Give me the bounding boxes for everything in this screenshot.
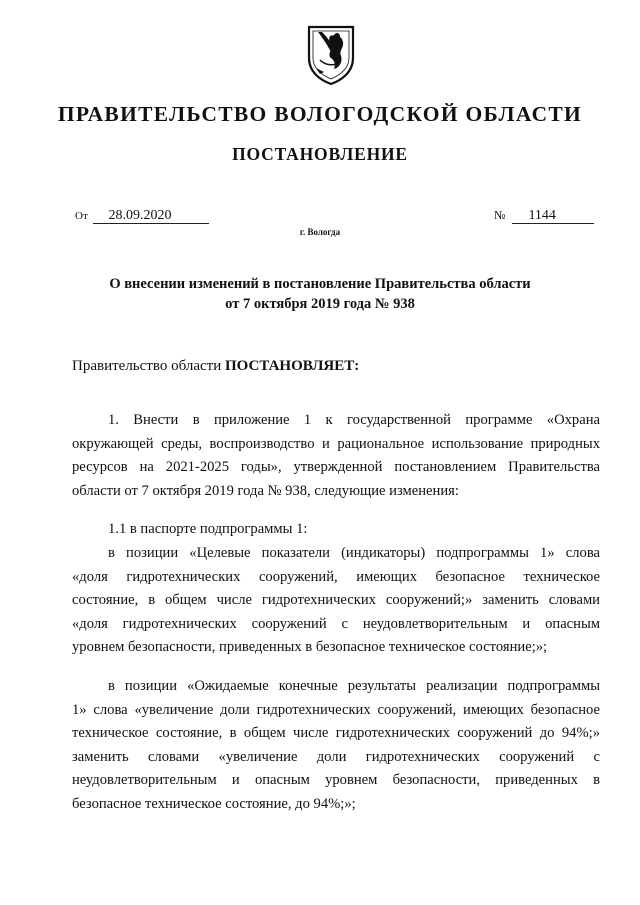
text-line: 1. Внести в приложение 1 к государственной программе «Охрана (108, 412, 600, 428)
text-line: безопасное техническое состояние, до 94%;»; (72, 795, 356, 812)
text-line: 1» слова «увеличение доли гидротехнических сооружений, имеющих безопасное (72, 701, 600, 718)
text-line: 1.1 в паспорте подпрограммы 1: (108, 521, 308, 537)
organization-title: ПРАВИТЕЛЬСТВО ВОЛОГОДСКОЙ ОБЛАСТИ (57, 102, 583, 126)
number-prefix: № (494, 208, 506, 222)
paragraph-4 (72, 675, 600, 817)
text-line: уровнем безопасности, приведенных в безопасное техническое состояние;»; (72, 639, 548, 656)
number-value: 1144 (512, 208, 594, 224)
paragraph-1 (72, 409, 600, 503)
text-line: «доля гидротехнических сооружений, имеющих безопасное техническое (72, 568, 600, 585)
text-line: «доля гидротехнических сооружений с неудовлетворительным и опасным (72, 615, 600, 632)
preamble-text: Правительство области (72, 358, 222, 374)
document-subject (0, 274, 640, 314)
subject-line: от 7 октября 2019 года № 938 (225, 296, 415, 312)
document-date (75, 208, 209, 224)
text-line: области от 7 октября 2019 года № 938, следующие изменения: (72, 482, 459, 499)
text-line: состояние, в общем числе гидротехнических сооружений;» заменить словами (72, 592, 600, 609)
preamble (72, 358, 359, 375)
date-prefix: От (75, 210, 88, 222)
text-line: неудовлетворительным и опасным уровнем безопасности, приведенных в (72, 772, 600, 789)
text-line: заменить словами «увеличение доли гидротехнических сооружений с (72, 748, 600, 765)
text-line: окружающей среды, воспроизводство и рациональное использование природных (72, 435, 600, 452)
text-line: в позиции «Целевые показатели (индикаторы) подпрограммы 1» слова (108, 545, 600, 561)
city: г. Вологда (299, 227, 341, 237)
text-line: ресурсов на 2021-2025 годы», утвержденной постановлением Правительства (72, 459, 600, 476)
preamble-emphasis: ПОСТАНОВЛЯЕТ: (224, 358, 360, 374)
coat-of-arms-icon (306, 24, 356, 86)
text-line: в позиции «Ожидаемые конечные результаты реализации подпрограммы (108, 678, 600, 694)
text-line: техническое состояние, в общем числе гидротехнических сооружений до 94%;» (72, 725, 600, 742)
date-value: 28.09.2020 (93, 208, 209, 224)
subject-line: О внесении изменений в постановление Правительства области (109, 276, 531, 292)
document-number (494, 208, 594, 224)
document-type: ПОСТАНОВЛЕНИЕ (232, 144, 408, 164)
paragraph-3 (72, 542, 600, 660)
paragraph-2 (72, 518, 600, 542)
